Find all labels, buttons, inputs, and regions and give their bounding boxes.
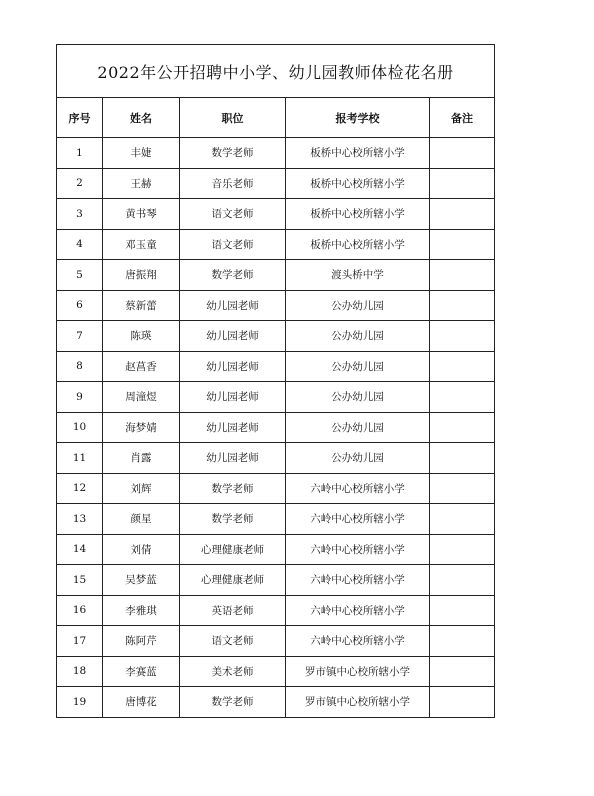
cell-school: 公办幼儿园 bbox=[286, 412, 430, 443]
cell-school: 六岭中心校所辖小学 bbox=[286, 595, 430, 626]
cell-school: 六岭中心校所辖小学 bbox=[286, 534, 430, 565]
cell-note bbox=[430, 351, 495, 382]
cell-note bbox=[430, 229, 495, 260]
cell-num: 7 bbox=[57, 321, 103, 352]
cell-school: 罗市镇中心校所辖小学 bbox=[286, 687, 430, 718]
cell-name: 海梦婧 bbox=[103, 412, 180, 443]
cell-num: 10 bbox=[57, 412, 103, 443]
table-row bbox=[57, 443, 495, 474]
table-body bbox=[57, 138, 495, 718]
cell-position: 美术老师 bbox=[180, 656, 286, 687]
cell-num: 4 bbox=[57, 229, 103, 260]
cell-num: 13 bbox=[57, 504, 103, 535]
cell-name: 李赛蓝 bbox=[103, 656, 180, 687]
cell-position: 幼儿园老师 bbox=[180, 351, 286, 382]
header-num: 序号 bbox=[57, 98, 103, 138]
cell-num: 11 bbox=[57, 443, 103, 474]
cell-note bbox=[430, 412, 495, 443]
header-name: 姓名 bbox=[103, 98, 180, 138]
cell-name: 蔡新蕾 bbox=[103, 290, 180, 321]
cell-num: 2 bbox=[57, 168, 103, 199]
table-row bbox=[57, 229, 495, 260]
cell-note bbox=[430, 687, 495, 718]
cell-position: 数学老师 bbox=[180, 473, 286, 504]
table-row bbox=[57, 351, 495, 382]
table-row bbox=[57, 382, 495, 413]
cell-school: 渡头桥中学 bbox=[286, 260, 430, 291]
cell-name: 黄书琴 bbox=[103, 199, 180, 230]
cell-num: 16 bbox=[57, 595, 103, 626]
cell-num: 1 bbox=[57, 138, 103, 169]
roster-table bbox=[56, 44, 495, 718]
cell-note bbox=[430, 565, 495, 596]
cell-name: 肖露 bbox=[103, 443, 180, 474]
cell-position: 数学老师 bbox=[180, 504, 286, 535]
cell-school: 板桥中心校所辖小学 bbox=[286, 138, 430, 169]
cell-position: 幼儿园老师 bbox=[180, 443, 286, 474]
table-row bbox=[57, 504, 495, 535]
cell-name: 刘辉 bbox=[103, 473, 180, 504]
cell-school: 板桥中心校所辖小学 bbox=[286, 199, 430, 230]
cell-note bbox=[430, 260, 495, 291]
cell-name: 周潼煜 bbox=[103, 382, 180, 413]
cell-school: 六岭中心校所辖小学 bbox=[286, 565, 430, 596]
cell-name: 唐振翔 bbox=[103, 260, 180, 291]
cell-note bbox=[430, 473, 495, 504]
cell-name: 唐博花 bbox=[103, 687, 180, 718]
cell-name: 吴梦蓝 bbox=[103, 565, 180, 596]
table-row bbox=[57, 321, 495, 352]
cell-name: 陈瑛 bbox=[103, 321, 180, 352]
cell-position: 幼儿园老师 bbox=[180, 382, 286, 413]
table-row bbox=[57, 199, 495, 230]
cell-school: 板桥中心校所辖小学 bbox=[286, 168, 430, 199]
cell-school: 六岭中心校所辖小学 bbox=[286, 473, 430, 504]
cell-name: 李雅琪 bbox=[103, 595, 180, 626]
cell-school: 罗市镇中心校所辖小学 bbox=[286, 656, 430, 687]
cell-note bbox=[430, 138, 495, 169]
cell-position: 心理健康老师 bbox=[180, 534, 286, 565]
cell-school: 公办幼儿园 bbox=[286, 290, 430, 321]
cell-school: 板桥中心校所辖小学 bbox=[286, 229, 430, 260]
cell-note bbox=[430, 626, 495, 657]
cell-note bbox=[430, 656, 495, 687]
cell-num: 18 bbox=[57, 656, 103, 687]
cell-name: 刘倩 bbox=[103, 534, 180, 565]
cell-name: 颜星 bbox=[103, 504, 180, 535]
cell-num: 3 bbox=[57, 199, 103, 230]
table-row bbox=[57, 168, 495, 199]
cell-school: 六岭中心校所辖小学 bbox=[286, 504, 430, 535]
cell-num: 9 bbox=[57, 382, 103, 413]
cell-school: 公办幼儿园 bbox=[286, 443, 430, 474]
cell-school: 六岭中心校所辖小学 bbox=[286, 626, 430, 657]
cell-note bbox=[430, 321, 495, 352]
table-row bbox=[57, 565, 495, 596]
title-row bbox=[57, 45, 495, 98]
cell-num: 15 bbox=[57, 565, 103, 596]
cell-position: 英语老师 bbox=[180, 595, 286, 626]
cell-note bbox=[430, 290, 495, 321]
cell-name: 王赫 bbox=[103, 168, 180, 199]
cell-num: 8 bbox=[57, 351, 103, 382]
cell-position: 音乐老师 bbox=[180, 168, 286, 199]
cell-num: 5 bbox=[57, 260, 103, 291]
cell-position: 语文老师 bbox=[180, 229, 286, 260]
table-row bbox=[57, 534, 495, 565]
cell-name: 邓玉童 bbox=[103, 229, 180, 260]
cell-note bbox=[430, 443, 495, 474]
cell-name: 赵菖香 bbox=[103, 351, 180, 382]
cell-name: 陈阿芹 bbox=[103, 626, 180, 657]
header-note: 备注 bbox=[430, 98, 495, 138]
table-row bbox=[57, 656, 495, 687]
table-row bbox=[57, 473, 495, 504]
roster-sheet bbox=[56, 44, 494, 718]
header-school: 报考学校 bbox=[286, 98, 430, 138]
cell-position: 幼儿园老师 bbox=[180, 412, 286, 443]
cell-num: 19 bbox=[57, 687, 103, 718]
header-row bbox=[57, 98, 495, 138]
table-row bbox=[57, 412, 495, 443]
cell-position: 语文老师 bbox=[180, 626, 286, 657]
cell-num: 17 bbox=[57, 626, 103, 657]
cell-note bbox=[430, 534, 495, 565]
cell-position: 语文老师 bbox=[180, 199, 286, 230]
cell-position: 幼儿园老师 bbox=[180, 321, 286, 352]
cell-note bbox=[430, 168, 495, 199]
table-row bbox=[57, 260, 495, 291]
cell-position: 数学老师 bbox=[180, 260, 286, 291]
cell-note bbox=[430, 199, 495, 230]
cell-name: 丰婕 bbox=[103, 138, 180, 169]
cell-position: 数学老师 bbox=[180, 687, 286, 718]
cell-school: 公办幼儿园 bbox=[286, 351, 430, 382]
cell-num: 12 bbox=[57, 473, 103, 504]
cell-num: 6 bbox=[57, 290, 103, 321]
table-row bbox=[57, 595, 495, 626]
header-position: 职位 bbox=[180, 98, 286, 138]
table-row bbox=[57, 687, 495, 718]
table-row bbox=[57, 138, 495, 169]
cell-position: 心理健康老师 bbox=[180, 565, 286, 596]
cell-position: 幼儿园老师 bbox=[180, 290, 286, 321]
cell-position: 数学老师 bbox=[180, 138, 286, 169]
cell-num: 14 bbox=[57, 534, 103, 565]
cell-school: 公办幼儿园 bbox=[286, 321, 430, 352]
cell-note bbox=[430, 595, 495, 626]
cell-school: 公办幼儿园 bbox=[286, 382, 430, 413]
cell-note bbox=[430, 504, 495, 535]
table-row bbox=[57, 626, 495, 657]
table-row bbox=[57, 290, 495, 321]
page-title: 2022年公开招聘中小学、幼儿园教师体检花名册 bbox=[57, 45, 495, 98]
cell-note bbox=[430, 382, 495, 413]
